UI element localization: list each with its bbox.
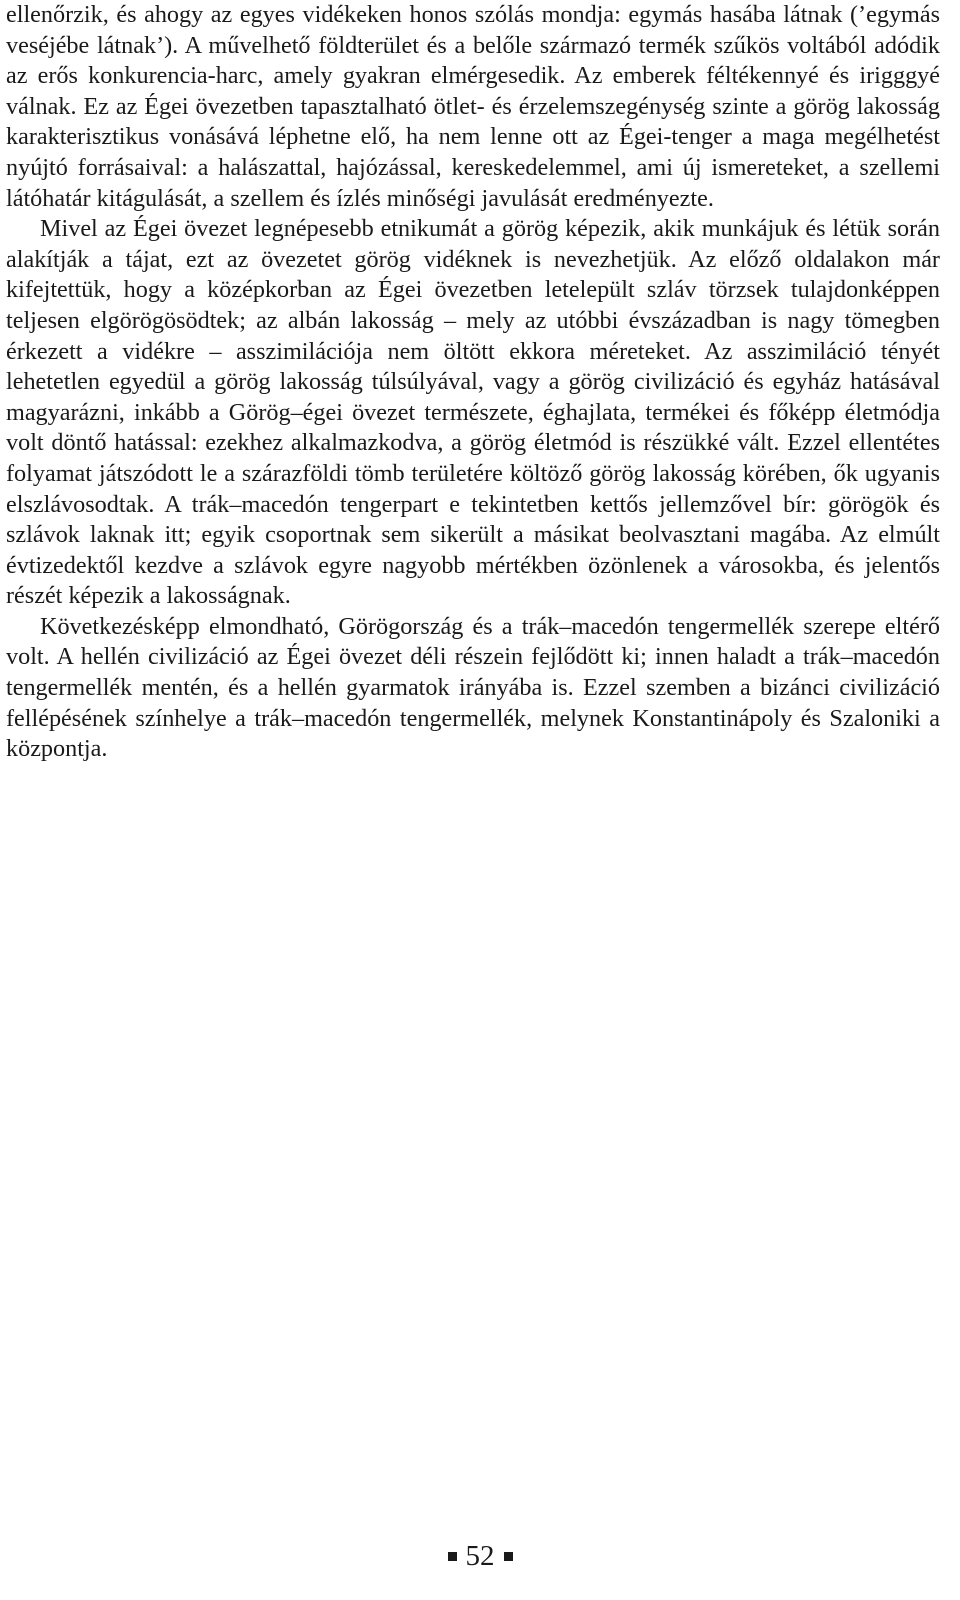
left-square-ornament-icon [448,1552,457,1561]
body-paragraph-2: Mivel az Égei övezet legnépesebb etnikumát a görög képezik, akik munkájuk és létük során alakítják a tájat, ezt az övezetet görög vidéknek is nevezhetjük. Az előző oldalakon már kifejtettük, hogy a középkorban az Égei övezetben letelepült szláv törzsek tulajdonképpen teljesen elgörögösödtek; az albán lakosság – mely az utóbbi évszázadban is nagy tömegben érkezett a vidékre – asszimilációja nem öltött ekkora méreteket. Az asszimiláció tényét lehetetlen egyedül a görög lakosság túlsúlyával, vagy a görög civilizáció és egyház hatásával magyarázni, inkább a Görög–égei övezet természete, éghajlata, termékei és főképp életmódja volt döntő hatással: ezekhez alkalmazkodva, a görög életmód is részükké vált. Ezzel ellentétes folyamat játszódott le a szárazföldi tömb területére költöző görög lakosság körében, ők ugyanis elszlávosodtak. A trák–macedón tengerpart e tekintetben kettős jellemzővel bír: görögök és szlávok laknak itt; egyik csoportnak sem sikerült a másikat beolvasztani magába. Az elmúlt évtizedektől kezdve a szlávok egyre nagyobb mértékben özönlenek a városokba, és jelentős részét képezik a lakosságnak. [6,215,940,610]
body-paragraph-1: ellenőrzik, és ahogy az egyes vidékeken honos szólás mondja: egymás hasába látnak (’egymás veséjébe látnak’). A művelhető földterület és a belőle származó termék szűkös voltából adódik az erős konkurencia-harc, amely gyakran elmérgesedik. Az emberek féltékennyé és irigggyé válnak. Ez az Égei övezetben tapasztalható ötlet- és érzelemszegénység szinte a görög lakosság karakterisztikus vonásává léphetne elő, ha nem lenne ott az Égei-tenger a maga megélhetést nyújtó forrásaival: a halászattal, hajózással, kereskedelemmel, ami új ismereteket, a szellemi látóhatár kitágulását, a szellem és ízlés minőségi javulását eredményezte. [6,1,940,212]
body-paragraph-3: Következésképp elmondható, Görögország és a trák–macedón tengermellék szerepe eltérő volt. A hellén civilizáció az Égei övezet déli részein fejlődött ki; innen haladt a trák–macedón tengermellék mentén, és a hellén gyarmatok irányába is. Ezzel szemben a bizánci civilizáció fellépésének színhelye a trák–macedón tengermellék, melynek Konstantinápoly és Szaloniki a központja. [6,612,940,763]
page-footer [0,1536,960,1576]
page-body [6,0,940,765]
page-number: 52 [465,1540,495,1572]
right-square-ornament-icon [504,1552,513,1561]
